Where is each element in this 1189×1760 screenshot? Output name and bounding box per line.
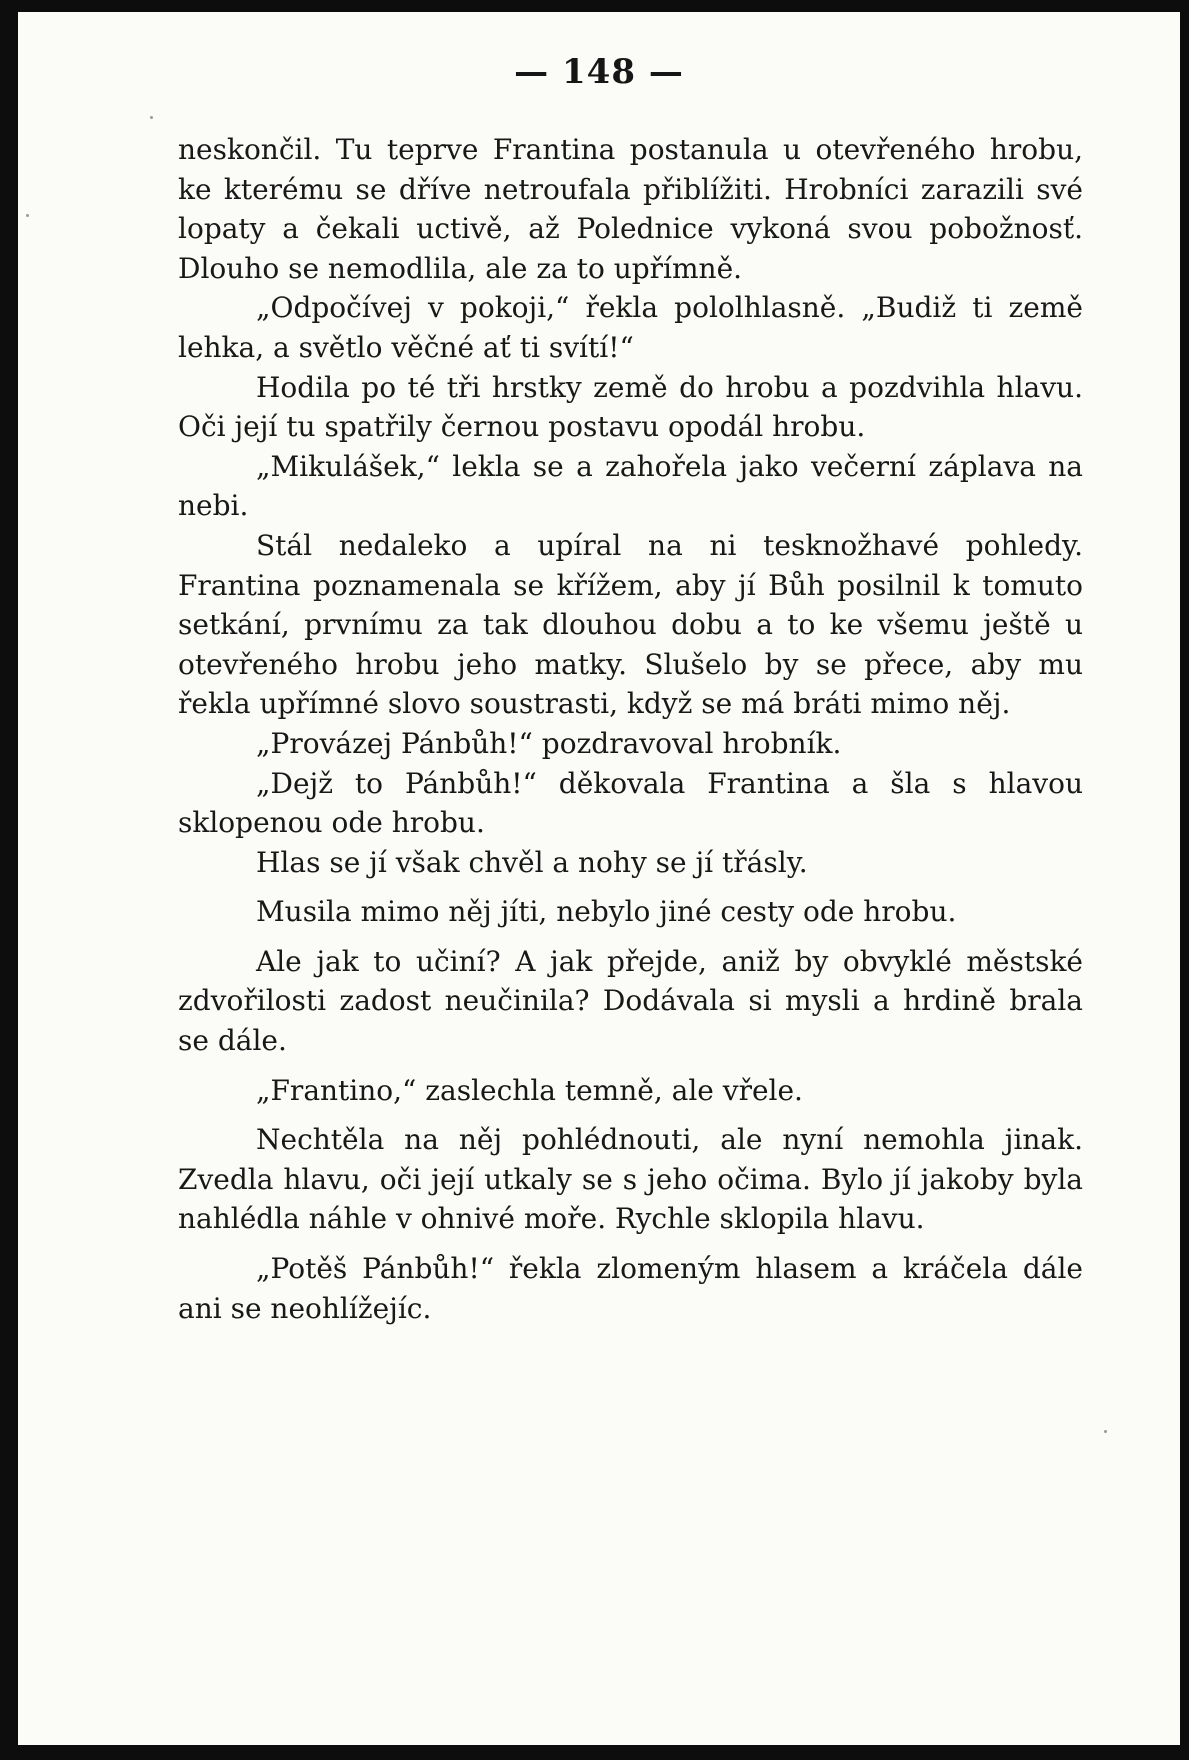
- page-number: — 148 —: [514, 52, 684, 92]
- text-body: [178, 130, 1083, 1328]
- paragraph: neskončil. Tu teprve Frantina postanula u otevřeného hrobu, ke kterému se dříve netroufala přiblížiti. Hrobníci zarazili své lopaty a čekali uctivě, až Polednice vykoná svou pobožnosť. Dlouho se nemodlila, ale za to upřímně.: [178, 133, 1083, 285]
- paragraph: Hlas se jí však chvěl a nohy se jí třásly.: [256, 845, 808, 879]
- paragraph: „Odpočívej v pokoji,“ řekla pololhlasně. „Budiž ti země lehka, a světlo věčné ať ti svítí!“: [178, 291, 1083, 364]
- paragraph: „Frantino,“ zaslechla temně, ale vřele.: [256, 1073, 803, 1107]
- paragraph: „Mikulášek,“ lekla se a zahořela jako večerní záplava na nebi.: [178, 449, 1083, 523]
- paper-speck: [26, 214, 29, 217]
- paper-speck: [150, 116, 153, 119]
- paragraph: „Potěš Pánbůh!“ řekla zlomeným hlasem a kráčela dále ani se neohlížejíc.: [178, 1252, 1083, 1325]
- paragraph: Hodila po té tři hrstky země do hrobu a pozdvihla hlavu. Oči její tu spatřily černou postavu opodál hrobu.: [178, 370, 1083, 444]
- paragraph: Stál nedaleko a upíral na ni tesknožhavé pohledy. Frantina poznamenala se křížem, aby jí Bůh posilnil k tomuto setkání, prvnímu za tak dlouhou dobu a to ke všemu ještě u otevřeného hrobu jeho matky. Slušelo by se přece, aby mu řekla upřímné slovo soustrasti, když se má bráti mimo něj.: [178, 528, 1083, 721]
- paragraph: „Dejž to Pánbůh!“ děkovala Frantina a šla s hlavou sklopenou ode hrobu.: [178, 766, 1083, 840]
- paragraph: Nechtěla na něj pohlédnouti, ale nyní nemohla jinak. Zvedla hlavu, oči její utkaly se s jeho očima. Bylo jí jakoby byla nahlédla náhle v ohnivé moře. Rychle sklopila hlavu.: [178, 1123, 1083, 1236]
- paragraph: „Provázej Pánbůh!“ pozdravoval hrobník.: [256, 726, 842, 760]
- paragraph: Ale jak to učiní? A jak přejde, aniž by obvyklé městské zdvořilosti zadost neučinila? Dodávala si mysli a hrdině brala se dále.: [178, 944, 1083, 1058]
- paragraph: Musila mimo něj jíti, nebylo jiné cesty ode hrobu.: [256, 895, 957, 929]
- paper-speck: [1104, 1430, 1107, 1433]
- book-page: [18, 12, 1180, 1745]
